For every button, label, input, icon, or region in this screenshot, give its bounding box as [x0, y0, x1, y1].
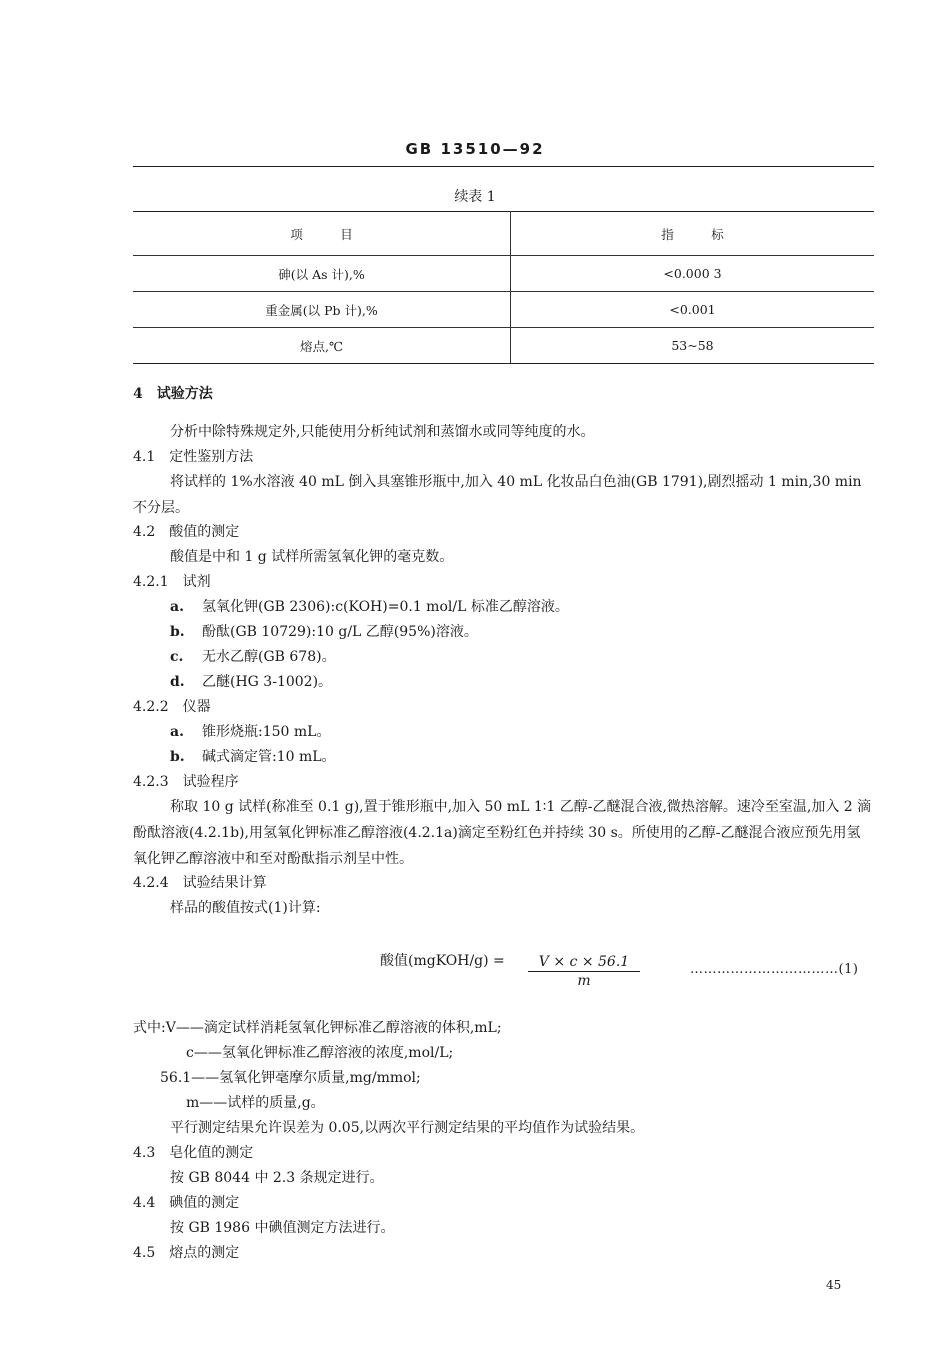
table-caption: 续表 1 [454, 189, 496, 205]
section-4-5-heading: 4.5 熔点的测定 [133, 1245, 240, 1261]
formula-denominator: m [577, 973, 591, 989]
section-4-heading: 4 试验方法 [133, 386, 213, 402]
procedure-paragraph: 称取 10 g 试样(称准至 0.1 g),置于锥形瓶中,加入 50 mL 1∶1 乙醇-乙醚混合液,微热溶解。速冷至室温,加入 2 滴酚酞溶液(4.2.1b),用氢氧化钾标准乙醇溶液(4.2.1a)滴定至粉红色并持续 30 s。所使用的乙醇-乙醚混合液应预先用氢氧化钾乙醇溶液中和至对酚酞指示剂呈中性。 [133, 799, 872, 867]
table-row [133, 256, 874, 292]
reagent-text: 氢氧化钾(GB 2306):c(KOH)=0.1 mol/L 标准乙醇溶液。 [202, 599, 569, 615]
reagent-text: 无水乙醇(GB 678)。 [202, 649, 336, 665]
reagent-item [170, 647, 336, 667]
formula-number: ……………………………(1) [690, 962, 859, 977]
tolerance-text: 平行测定结果允许误差为 0.05,以两次平行测定结果的平均值作为试验结果。 [170, 1120, 645, 1136]
reagent-key: c. [170, 649, 184, 665]
reagent-key: d. [170, 674, 185, 690]
section-4-1-text [133, 469, 874, 521]
section-4-1-paragraph: 将试样的 1%水溶液 40 mL 倒入具塞锥形瓶中,加入 40 mL 化妆品白色油(GB 1791),剧烈摇动 1 min,30 min 不分层。 [133, 474, 862, 516]
section-4-3-heading: 4.3 皂化值的测定 [133, 1145, 254, 1161]
reagent-text: 酚酞(GB 10729):10 g/L 乙醇(95%)溶液。 [202, 624, 478, 640]
table-cell-value: <0.000 3 [511, 256, 875, 292]
table-row [133, 328, 874, 364]
section-4-2-4-heading: 4.2.4 试验结果计算 [133, 875, 267, 891]
table-head-item: 项 目 [133, 212, 511, 256]
where-line: 56.1——氢氧化钾毫摩尔质量,mg/mmol; [160, 1070, 421, 1086]
table-cell-value: <0.001 [511, 292, 875, 328]
instrument-key: a. [170, 724, 184, 740]
spec-table [133, 211, 874, 364]
reagent-key: a. [170, 599, 184, 615]
instrument-item [170, 747, 336, 767]
instrument-text: 锥形烧瓶:150 mL。 [202, 724, 331, 740]
section-4-text: 分析中除特殊规定外,只能使用分析纯试剂和蒸馏水或同等纯度的水。 [170, 424, 595, 440]
formula-fraction [528, 954, 640, 989]
section-4-3-text: 按 GB 8044 中 2.3 条规定进行。 [170, 1170, 384, 1186]
section-4-2-text: 酸值是中和 1 g 试样所需氢氧化钾的毫克数。 [170, 549, 454, 565]
instrument-text: 碱式滴定管:10 mL。 [202, 749, 336, 765]
table-head-index: 指 标 [511, 212, 875, 256]
table-row [133, 292, 874, 328]
header-rule [133, 166, 874, 167]
section-4-2-heading: 4.2 酸值的测定 [133, 524, 240, 540]
reagent-key: b. [170, 624, 185, 640]
reagent-item [170, 597, 569, 617]
table-head-row [133, 212, 874, 256]
table-cell-item: 砷(以 As 计),% [133, 256, 511, 292]
instrument-key: b. [170, 749, 185, 765]
where-line: c——氢氧化钾标准乙醇溶液的浓度,mol/L; [186, 1045, 454, 1061]
table-cell-value: 53~58 [511, 328, 875, 364]
section-4-2-2-heading: 4.2.2 仪器 [133, 699, 211, 715]
reagent-text: 乙醚(HG 3-1002)。 [202, 674, 333, 690]
formula-lhs: 酸值(mgKOH/g) = [380, 953, 505, 969]
page-number: 45 [826, 1278, 842, 1292]
reagent-item [170, 622, 478, 642]
section-4-1-heading: 4.1 定性鉴别方法 [133, 449, 254, 465]
table-cell-item: 重金属(以 Pb 计),% [133, 292, 511, 328]
formula-numerator: V × c × 56.1 [528, 954, 640, 972]
section-4-4-heading: 4.4 碘值的测定 [133, 1195, 240, 1211]
where-line: m——试样的质量,g。 [186, 1095, 325, 1111]
section-4-2-3-text [133, 794, 874, 872]
reagent-item [170, 672, 332, 692]
section-4-4-text: 按 GB 1986 中碘值测定方法进行。 [170, 1220, 395, 1236]
section-4-2-1-heading: 4.2.1 试剂 [133, 574, 211, 590]
section-4-2-4-text: 样品的酸值按式(1)计算: [170, 900, 321, 916]
where-line: 式中:V——滴定试样消耗氢氧化钾标准乙醇溶液的体积,mL; [133, 1020, 502, 1036]
table-cell-item: 熔点,℃ [133, 328, 511, 364]
section-4-2-3-heading: 4.2.3 试验程序 [133, 774, 239, 790]
standard-header: GB 13510—92 [405, 140, 545, 158]
instrument-item [170, 722, 330, 742]
